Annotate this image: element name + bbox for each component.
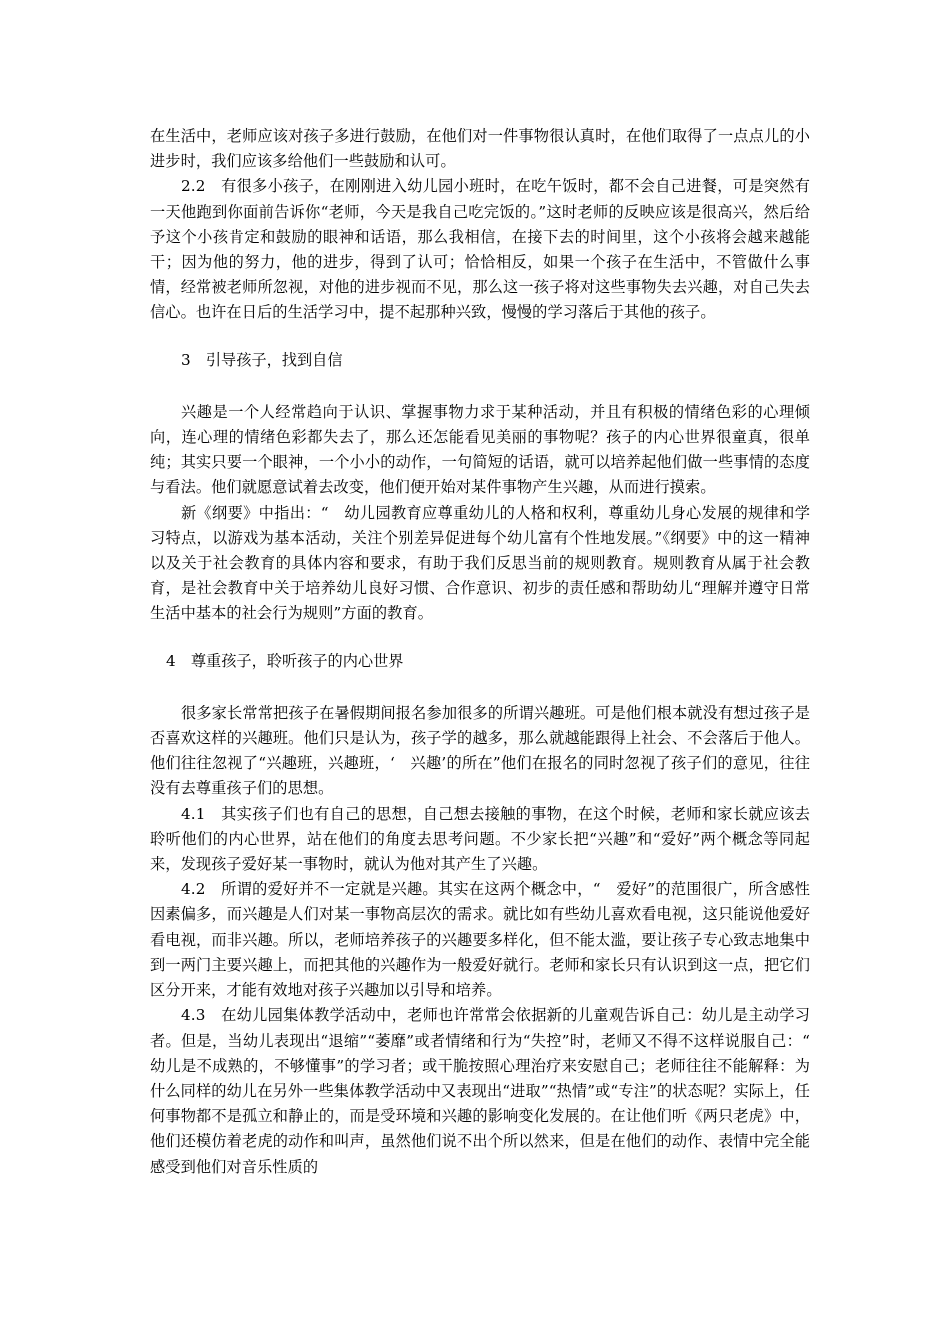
paragraph-2-2: 2.2 有很多小孩子，在刚刚进入幼儿园小班时，在吃午饭时，都不会自己进餐，可是突然有一天他跑到你面前告诉你“老师，今天是我自己吃完饭的。”这时老师的反映应该是很高兴，然后给予这个小孩肯定和鼓励的眼神和话语，那么我相信，在接下去的时间里，这个小孩将会越来越能干；因为他的努力，他的进步，得到了认可；恰恰相反，如果一个孩子在生活中，不管做什么事情，经常被老师所忽视，对他的进步视而不见，那么这一孩子将对这些事物失去兴趣，对自己失去信心。也许在日后的生活学习中，提不起那种兴致，慢慢的学习落后于其他的孩子。 <box>150 177 810 322</box>
document-body <box>150 124 826 1180</box>
section-heading-3: 3 引导孩子，找到自信 <box>181 350 343 369</box>
paragraph-4-1: 4.1 其实孩子们也有自己的思想，自己想去接触的事物，在这个时候，老师和家长就应该去聆听他们的内心世界，站在他们的角度去思考问题。不少家长把“兴趣”和“爱好”两个概念等同起来，发现孩子爱好某一事物时，就认为他对其产生了兴趣。 <box>150 804 810 874</box>
paragraph-4-3: 4.3 在幼儿园集体教学活动中，老师也许常常会依据新的儿童观告诉自己：幼儿是主动学习者。但是，当幼儿表现出“退缩”“萎靡”或者情绪和行为“失控”时，老师又不得不这样说服自己：“ 幼儿是不成熟的，不够懂事”的学习者；或干脆按照心理治疗来安慰自己；老师往往不能解释：为什么同样的幼儿在另外一些集体教学活动中又表现出“进取”“热情”或“专注”的状态呢？实际上，任何事物都不是孤立和静止的，而是受环境和兴趣的影响变化发展的。在让他们听《两只老虎》中，他们还模仿着老虎的动作和叫声，虽然他们说不出个所以然来，但是在他们的动作、表情中完全能感受到他们对音乐性质的 <box>150 1006 826 1176</box>
paragraph-4-2: 4.2 所谓的爱好并不一定就是兴趣。其实在这两个概念中，“ 爱好”的范围很广，所含感性因素偏多，而兴趣是人们对某一事物高层次的需求。就比如有些幼儿喜欢看电视，这只能说他爱好看电视，而非兴趣。所以，老师培养孩子的兴趣要多样化，但不能太滥，要让孩子专心致志地集中到一两门主要兴趣上，而把其他的兴趣作为一般爱好就行。老师和家长只有认识到这一点，把它们区分开来，才能有效地对孩子兴趣加以引导和培养。 <box>150 880 810 1000</box>
section-heading-4: 4 尊重孩子，聆听孩子的内心世界 <box>166 651 404 670</box>
paragraph-continuation: 在生活中，老师应该对孩子多进行鼓励，在他们对一件事物很认真时，在他们取得了一点点儿的小进步时，我们应该多给他们一些鼓励和认可。 <box>150 127 810 171</box>
paragraph-new-outline: 新《纲要》中指出：“ 幼儿园教育应尊重幼儿的人格和权利，尊重幼儿身心发展的规律和学习特点，以游戏为基本活动，关注个别差异促进每个幼儿富有个性地发展。”《纲要》中的这一精神以及关于社会教育的具体内容和要求，有助于我们反思当前的规则教育。规则教育从属于社会教育，是社会教育中关于培养幼儿良好习惯、合作意识、初步的责任感和帮助幼儿“理解并遵守日常生活中基本的社会行为规则”方面的教育。 <box>150 503 810 623</box>
paragraph-interest-definition: 兴趣是一个人经常趋向于认识、掌握事物力求于某种活动，并且有积极的情绪色彩的心理倾向，连心理的情绪色彩都失去了，那么还怎能看见美丽的事物呢？孩子的内心世界很童真，很单纯；其实只要一个眼神，一个小小的动作，一句简短的话语，就可以培养起他们做一些事情的态度与看法。他们就愿意试着去改变，他们便开始对某件事物产生兴趣，从而进行摸索。 <box>150 402 810 497</box>
paragraph-interest-classes: 很多家长常常把孩子在暑假期间报名参加很多的所谓兴趣班。可是他们根本就没有想过孩子是否喜欢这样的兴趣班。他们只是认为，孩子学的越多，那么就越能跟得上社会、不会落后于他人。他们往往忽视了“兴趣班，兴趣班，‘ 兴趣’的所在”他们在报名的同时忽视了孩子们的意见，往往没有去尊重孩子们的思想。 <box>150 703 810 798</box>
